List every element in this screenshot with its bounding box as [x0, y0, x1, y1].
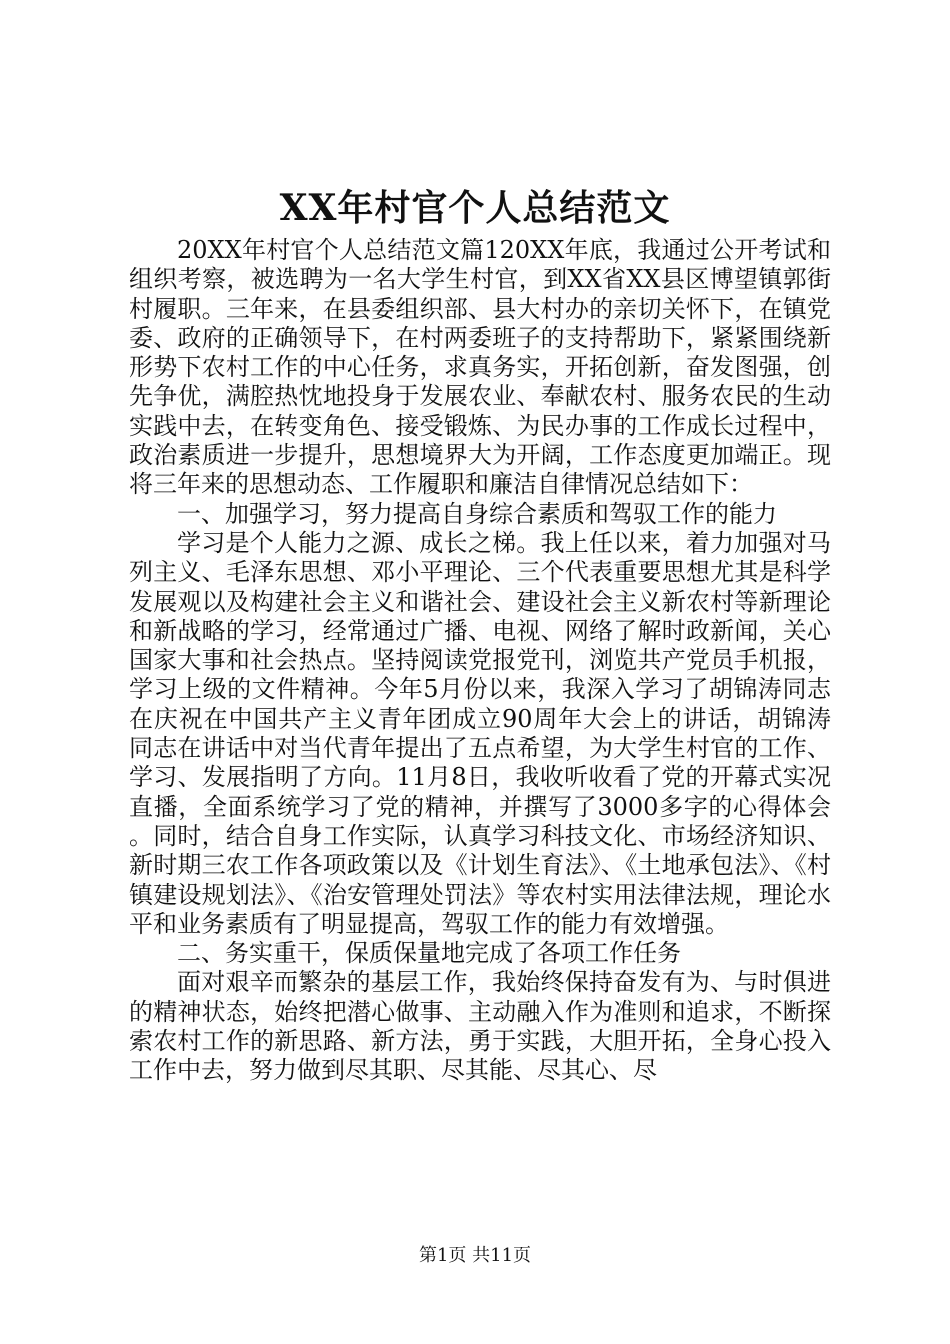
section-heading-1: 一、加强学习，努力提高自身综合素质和驾驭工作的能力 [177, 499, 777, 528]
section-heading-2: 二、务实重干，保质保量地完成了各项工作任务 [177, 939, 681, 968]
paragraph-work: 面对艰辛而繁杂的基层工作，我始终保持奋发有为、与时俱进的精神状态，始终把潜心做事、主动融入作为准则和追求，不断探索农村工作的新思路、新方法，勇于实践，大胆开拓，全身心投入工作中去，努力做到尽其职、尽其能、尽其心、尽 [129, 968, 831, 1085]
paragraph-intro: 20XX年村官个人总结范文篇120XX年底，我通过公开考试和组织考察，被选聘为一名大学生村官，到XX省XX县区博望镇郭街村履职。三年来，在县委组织部、县大村办的亲切关怀下，在镇党委、政府的正确领导下，在村两委班子的支持帮助下，紧紧围绕新形势下农村工作的中心任务，求真务实，开拓创新，奋发图强，创先争优，满腔热忱地投身于发展农业、奉献农村、服务农民的生动实践中去，在转变角色、接受锻炼、为民办事的工作成长过程中，政治素质进一步提升，思想境界大为开阔，工作态度更加端正。现将三年来的思想动态、工作履职和廉洁自律情况总结如下： [129, 236, 831, 499]
document-title: XX年村官个人总结范文 [279, 187, 671, 229]
document-body [129, 236, 831, 1086]
page-number-footer: 第1页 共11页 [418, 1245, 532, 1266]
paragraph-study: 学习是个人能力之源、成长之梯。我上任以来，着力加强对马列主义、毛泽东思想、邓小平理论、三个代表重要思想尤其是科学发展观以及构建社会主义和谐社会、建设社会主义新农村等新理论和新战略的学习，经常通过广播、电视、网络了解时政新闻，关心国家大事和社会热点。坚持阅读党报党刊，浏览共产党员手机报，学习上级的文件精神。今年5月份以来，我深入学习了胡锦涛同志在庆祝在中国共产主义青年团成立90周年大会上的讲话，胡锦涛同志在讲话中对当代青年提出了五点希望，为大学生村官的工作、学习、发展指明了方向。11月8日，我收听收看了党的开幕式实况直播，全面系统学习了党的精神，并撰写了3000多字的心得体会。同时，结合自身工作实际，认真学习科技文化、市场经济知识、新时期三农工作各项政策以及《计划生育法》、《土地承包法》、《村镇建设规划法》、《治安管理处罚法》等农村实用法律法规，理论水平和业务素质有了明显提高，驾驭工作的能力有效增强。 [129, 528, 831, 938]
